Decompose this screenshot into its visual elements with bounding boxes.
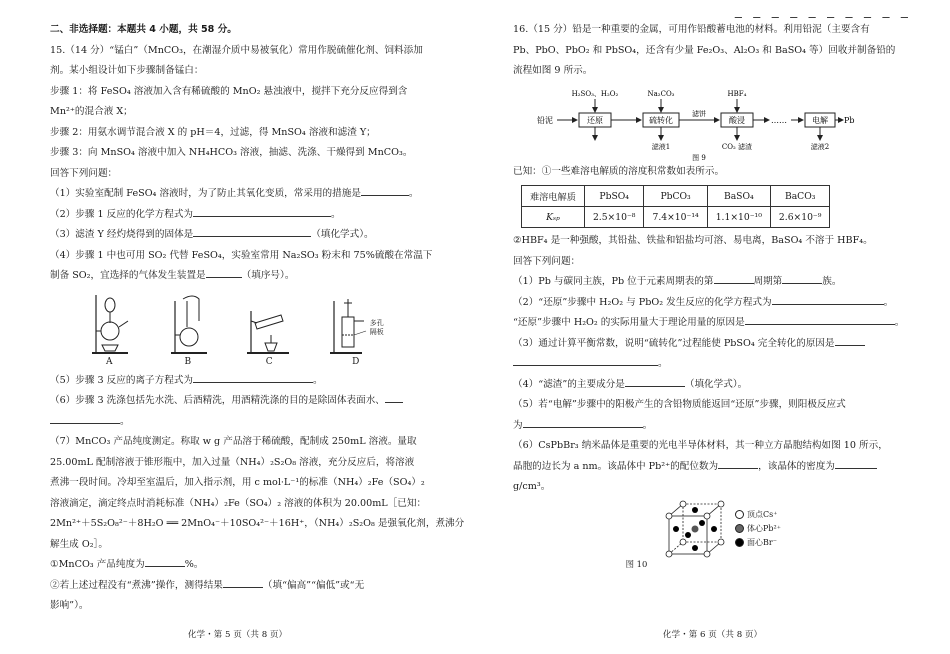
apparatus-a <box>84 291 134 369</box>
answer-blank[interactable] <box>193 205 331 217</box>
q15-7: 2Mn²⁺＋5S₂O₈²⁻＋8H₂O ══ 2MnO₄⁻＋10SO₄²⁻＋16H⁺，（NH₄）₂S₂O₈ 是强氧化剂，煮沸分 <box>50 518 465 529</box>
reagent-label: H₂SO₃、H₂O₂ <box>571 89 619 98</box>
flowchart <box>533 86 853 162</box>
q15-line: 步骤 3：向 MnSO₄ 溶液中加入 NH₄HCO₃ 溶液，抽滤、洗涤、干燥得到 MnCO₃。 <box>50 147 413 158</box>
q15-5: （5）步骤 3 反应的离子方程式为 。 <box>50 371 457 392</box>
page-footer: 化学・第 5 页（共 8 页） <box>187 630 288 640</box>
known-2: ②HBF₄ 是一种强酸，其铅盐、铁盐和铝盐均可溶、易电离，BaSO₄ 不溶于 HBF₄。 <box>513 235 873 246</box>
q15-7: 煮沸一段时间。冷却至室温后，加入指示剂，用 c mol·L⁻¹的标准（NH₄）₂Fe（SO₄）₂ <box>50 477 425 488</box>
legend-item: 面心Br⁻ <box>735 536 781 550</box>
q16-2b: “还原”步骤中 H₂O₂ 的实际用量大于理论用量的原因是 。 <box>513 313 910 334</box>
legend-item: 体心Pb²⁺ <box>735 522 781 536</box>
flow-step: 酸浸 <box>729 115 745 125</box>
apparatus-label: B <box>184 356 192 367</box>
answer-blank[interactable] <box>223 576 263 588</box>
flow-output: 滤液1 <box>651 142 671 151</box>
flow-start: 铅泥 <box>537 115 553 125</box>
q16-6b: 晶胞的边长为 a nm。该晶体中 Pb²⁺的配位数为 ，该晶体的密度为 <box>513 457 910 478</box>
answer-blank[interactable] <box>206 266 242 278</box>
flow-step: 还原 <box>587 115 603 125</box>
face-dot-icon <box>735 538 744 547</box>
q15-3: （3）滤渣 Y 经灼烧得到的固体是 （填化学式）。 <box>50 225 457 246</box>
answer-blank[interactable] <box>145 555 185 567</box>
answer-blank[interactable] <box>625 375 685 387</box>
answer-blank[interactable] <box>385 391 403 403</box>
q15-6b: 。 <box>50 412 457 433</box>
table-cell: BaSO₄ <box>707 186 770 207</box>
answer-blank[interactable] <box>745 313 895 325</box>
answer-blank[interactable] <box>50 412 120 424</box>
answer-blank[interactable] <box>772 293 884 305</box>
q15-7b-end: 影响”）。 <box>50 600 89 611</box>
reagent-label: HBF₄ <box>727 89 747 98</box>
page-footer: 化学・第 6 页（共 8 页） <box>662 630 763 640</box>
known-1: 已知：①一些难溶电解质的溶度积常数如表所示。 <box>513 165 725 177</box>
q16-5: （5）若“电解”步骤中的阳极产生的含铅物质能返回“还原”步骤，则阳极反应式 <box>513 399 846 410</box>
right-page <box>475 0 950 654</box>
flow-intermediate: 滤饼 <box>692 109 706 118</box>
answer-blank[interactable] <box>782 272 822 284</box>
q15-4: （4）步骤 1 中也可用 SO₂ 代替 FeSO₄，实验室常用 Na₂SO₃ 粉末和 75%硫酸在常温下 <box>50 249 433 261</box>
body-center-atom <box>692 525 699 532</box>
q16-5b: 为 。 <box>513 416 910 437</box>
apparatus-b-drawing <box>163 291 213 357</box>
table-cell: PbCO₃ <box>644 186 707 207</box>
answer-blank[interactable] <box>193 225 311 237</box>
answer-blank[interactable] <box>835 334 865 346</box>
vertex-dot-icon <box>735 510 744 519</box>
crystal-figure <box>663 500 910 558</box>
table-header-row <box>522 186 830 207</box>
table-cell: BaCO₃ <box>770 186 830 207</box>
q15-7: 溶液滴定，滴定终点时消耗标准（NH₄）₂Fe（SO₄）₂ 溶液的体积为 20.00mL［已知： <box>50 497 427 509</box>
q16-3: （3）通过计算平衡常数，说明“硫转化”过程能使 PbSO₄ 完全转化的原因是 <box>513 334 910 355</box>
table-cell: 2.6×10⁻⁹ <box>770 207 830 228</box>
q15-line: 回答下列问题： <box>50 167 118 179</box>
q15-7: （7）MnCO₃ 产品纯度测定。称取 w g 产品溶于稀硫酸，配制成 250mL 溶液。量取 <box>50 436 417 447</box>
q15-2: （2）步骤 1 反应的化学方程式为 。 <box>50 205 457 226</box>
section-heading: 二、非选择题：本题共 4 小题，共 58 分。 <box>50 24 237 35</box>
table-cell: 难溶电解质 <box>522 186 585 207</box>
table-cell: 2.5×10⁻⁸ <box>584 207 644 228</box>
flow-output: CO₂ 滤渣 <box>721 142 753 151</box>
apparatus-label: D <box>352 356 360 367</box>
answer-blank[interactable] <box>523 416 643 428</box>
flow-product: Pb <box>844 115 855 125</box>
crystal-legend <box>735 508 781 550</box>
apparatus-figure <box>70 291 400 369</box>
apparatus-c-drawing <box>241 291 297 357</box>
flow-ellipsis: …… <box>771 115 787 125</box>
answer-blank[interactable] <box>193 371 313 383</box>
q15-7: 25.00mL 配制溶液于锥形瓶中，加入过量（NH₄）₂S₂O₈ 溶液，充分反应后，将溶液 <box>50 456 415 468</box>
q16-3b: 。 <box>513 354 910 375</box>
q15-line: 步骤 2：用氨水调节混合液 X 的 pH＝4，过滤，得 MnSO₄ 溶液和滤渣 Y； <box>50 126 376 138</box>
table-cell: 7.4×10⁻¹⁴ <box>644 207 707 228</box>
body-dot-icon <box>735 524 744 533</box>
q16-prompt: 回答下列问题： <box>513 255 581 267</box>
flowchart-figure <box>513 86 910 162</box>
q16-2: （2）“还原”步骤中 H₂O₂ 与 PbO₂ 发生反应的化学方程式为 。 <box>513 293 910 314</box>
q16-4: （4）“滤渣”的主要成分是 （填化学式）。 <box>513 375 910 396</box>
apparatus-label: C <box>265 356 273 367</box>
flow-output: 滤液2 <box>810 142 830 151</box>
q15-6: （6）步骤 3 洗涤包括先水洗、后酒精洗，用酒精洗涤的目的是除固体表面水、 <box>50 391 457 412</box>
q16-line: Pb、PbO、PbO₂ 和 PbSO₄，还含有少量 Fe₂O₃、Al₂O₃ 和 BaSO₄ 等）回收并制备铅的 <box>513 44 896 56</box>
answer-blank[interactable] <box>718 457 758 469</box>
reagent-label: Na₂CO₃ <box>647 89 675 98</box>
apparatus-b <box>163 291 213 369</box>
porous-plate-note: 多孔 隔板 <box>369 318 384 336</box>
apparatus-label: A <box>106 356 113 367</box>
legend-item: 顶点Cs⁺ <box>735 508 781 522</box>
unit-cell-diagram <box>663 500 729 558</box>
q16-1: （1）Pb 与碳同主族，Pb 位于元素周期表的第 周期第 族。 <box>513 272 910 293</box>
apparatus-c <box>241 291 297 369</box>
figure-caption: 图 10 <box>625 558 648 569</box>
answer-blank[interactable] <box>361 184 409 196</box>
apparatus-d <box>326 291 386 369</box>
q16-6c: g/cm³。 <box>513 481 551 492</box>
q16-line: 流程如图 9 所示。 <box>513 65 593 76</box>
table-cell: PbSO₄ <box>584 186 644 207</box>
flow-step: 硫转化 <box>649 115 673 125</box>
q15-line: 15.（14 分）“锰白”（MnCO₃，在潮湿介质中易被氧化）常用作脱硫催化剂、饲料添加 <box>50 44 423 56</box>
q15-line: Mn²⁺的混合液 X； <box>50 106 133 117</box>
q15-7b: ②若上述过程没有“煮沸”操作，测得结果 （填“偏高”“偏低”或“无 <box>50 576 457 597</box>
answer-blank[interactable] <box>835 457 877 469</box>
q15-1: （1）实验室配制 FeSO₄ 溶液时，为了防止其氧化变质，常采用的措施是 。 <box>50 184 457 205</box>
q15-line: 步骤 1：将 FeSO₄ 溶液加入含有稀硫酸的 MnO₂ 悬浊液中，搅拌下充分反应得到含 <box>50 85 408 97</box>
figure-caption: 图 9 <box>692 153 706 162</box>
table-cell: 1.1×10⁻¹⁰ <box>707 207 770 228</box>
answer-blank[interactable] <box>513 354 658 366</box>
apparatus-a-drawing <box>84 291 134 357</box>
flow-step: 电解 <box>812 115 828 125</box>
q15-line: 剂。某小组设计如下步骤制备锰白： <box>50 65 204 76</box>
q16-6: （6）CsPbBr₃ 纳米晶体是重要的光电半导体材料，其一种立方晶胞结构如图 10 所示， <box>513 440 888 451</box>
q15-7: 解生成 O₂］。 <box>50 538 108 550</box>
ksp-table <box>521 185 830 228</box>
q16-line: 16.（15 分）铅是一种重要的金属，可用作铅酸蓄电池的材料。利用铅泥（主要含有 <box>513 24 870 35</box>
q15-7a: ①MnCO₃ 产品纯度为 %。 <box>50 555 457 576</box>
q15-4b: 制备 SO₂，宜选择的气体发生装置是 （填序号）。 <box>50 266 457 287</box>
table-cell: Kₛₚ <box>522 207 585 228</box>
answer-blank[interactable] <box>714 272 754 284</box>
table-row <box>522 207 830 228</box>
cut-line: — — — — — — — — — — <box>734 10 910 24</box>
